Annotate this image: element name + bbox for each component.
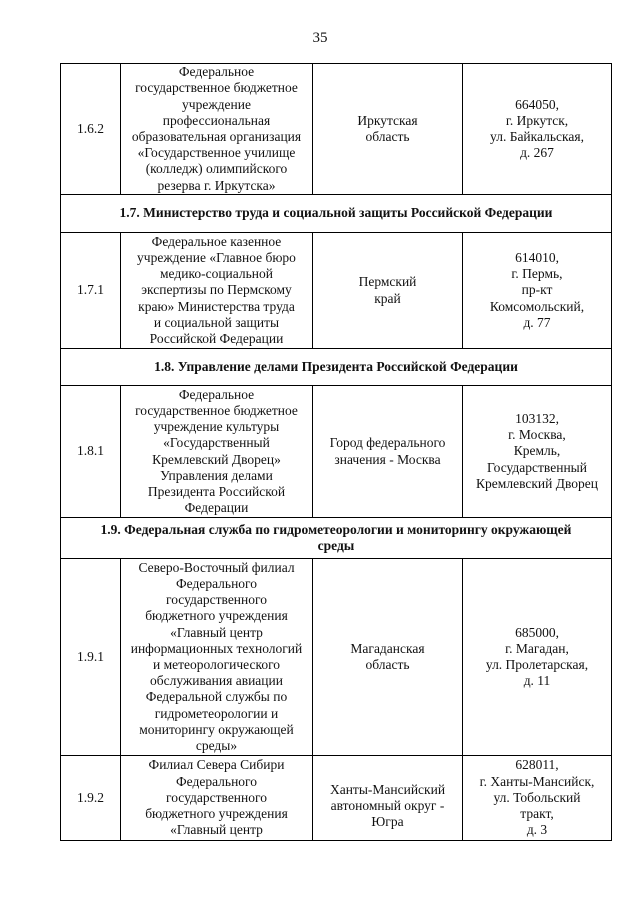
region: Магаданская область [313, 559, 463, 756]
address: 103132, г. Москва, Кремль, Государственный Кремлевский Дворец [463, 386, 612, 518]
table-row [61, 233, 612, 349]
address: 664050, г. Иркутск, ул. Байкальская, д. 267 [463, 64, 612, 195]
row-number: 1.6.2 [61, 64, 121, 195]
organization-name: Северо-Восточный филиал Федерального государственного бюджетного учреждения «Главный центр информационных технологий и метеорологического обслуживания авиации Федеральной службы по гидрометеорологии и мониторингу окружающей среды» [121, 559, 313, 756]
row-number: 1.7.1 [61, 233, 121, 349]
organization-name: Федеральное государственное бюджетное учреждение культуры «Государственный Кремлевский Дворец» Управления делами Президента Российской Федерации [121, 386, 313, 518]
organization-name: Федеральное казенное учреждение «Главное бюро медико-социальной экспертизы по Пермскому краю» Министерства труда и социальной защиты Российской Федерации [121, 233, 313, 349]
row-number: 1.9.1 [61, 559, 121, 756]
address: 628011, г. Ханты-Мансийск, ул. Тобольский тракт, д. 3 [463, 756, 612, 841]
section-row [61, 518, 612, 559]
organizations-table [60, 63, 612, 841]
organization-name: Федеральное государственное бюджетное учреждение профессиональная образовательная организация «Государственное училище (колледж) олимпийского резерва г. Иркутска» [121, 64, 313, 195]
region: Иркутская область [313, 64, 463, 195]
row-number: 1.8.1 [61, 386, 121, 518]
section-heading: 1.9. Федеральная служба по гидрометеорологии и мониторингу окружающей среды [61, 518, 612, 559]
page-number: 35 [312, 30, 328, 46]
table-row [61, 756, 612, 841]
organization-name: Филиал Севера Сибири Федерального государственного бюджетного учреждения «Главный центр [121, 756, 313, 841]
region: Город федерального значения - Москва [313, 386, 463, 518]
section-row [61, 195, 612, 233]
table-row [61, 64, 612, 195]
row-number: 1.9.2 [61, 756, 121, 841]
section-row [61, 349, 612, 386]
section-heading: 1.7. Министерство труда и социальной защиты Российской Федерации [61, 195, 612, 233]
table-row [61, 386, 612, 518]
section-heading: 1.8. Управление делами Президента Российской Федерации [61, 349, 612, 386]
region: Пермский край [313, 233, 463, 349]
address: 614010, г. Пермь, пр-кт Комсомольский, д. 77 [463, 233, 612, 349]
table-row [61, 559, 612, 756]
region: Ханты-Мансийский автономный округ - Югра [313, 756, 463, 841]
address: 685000, г. Магадан, ул. Пролетарская, д. 11 [463, 559, 612, 756]
